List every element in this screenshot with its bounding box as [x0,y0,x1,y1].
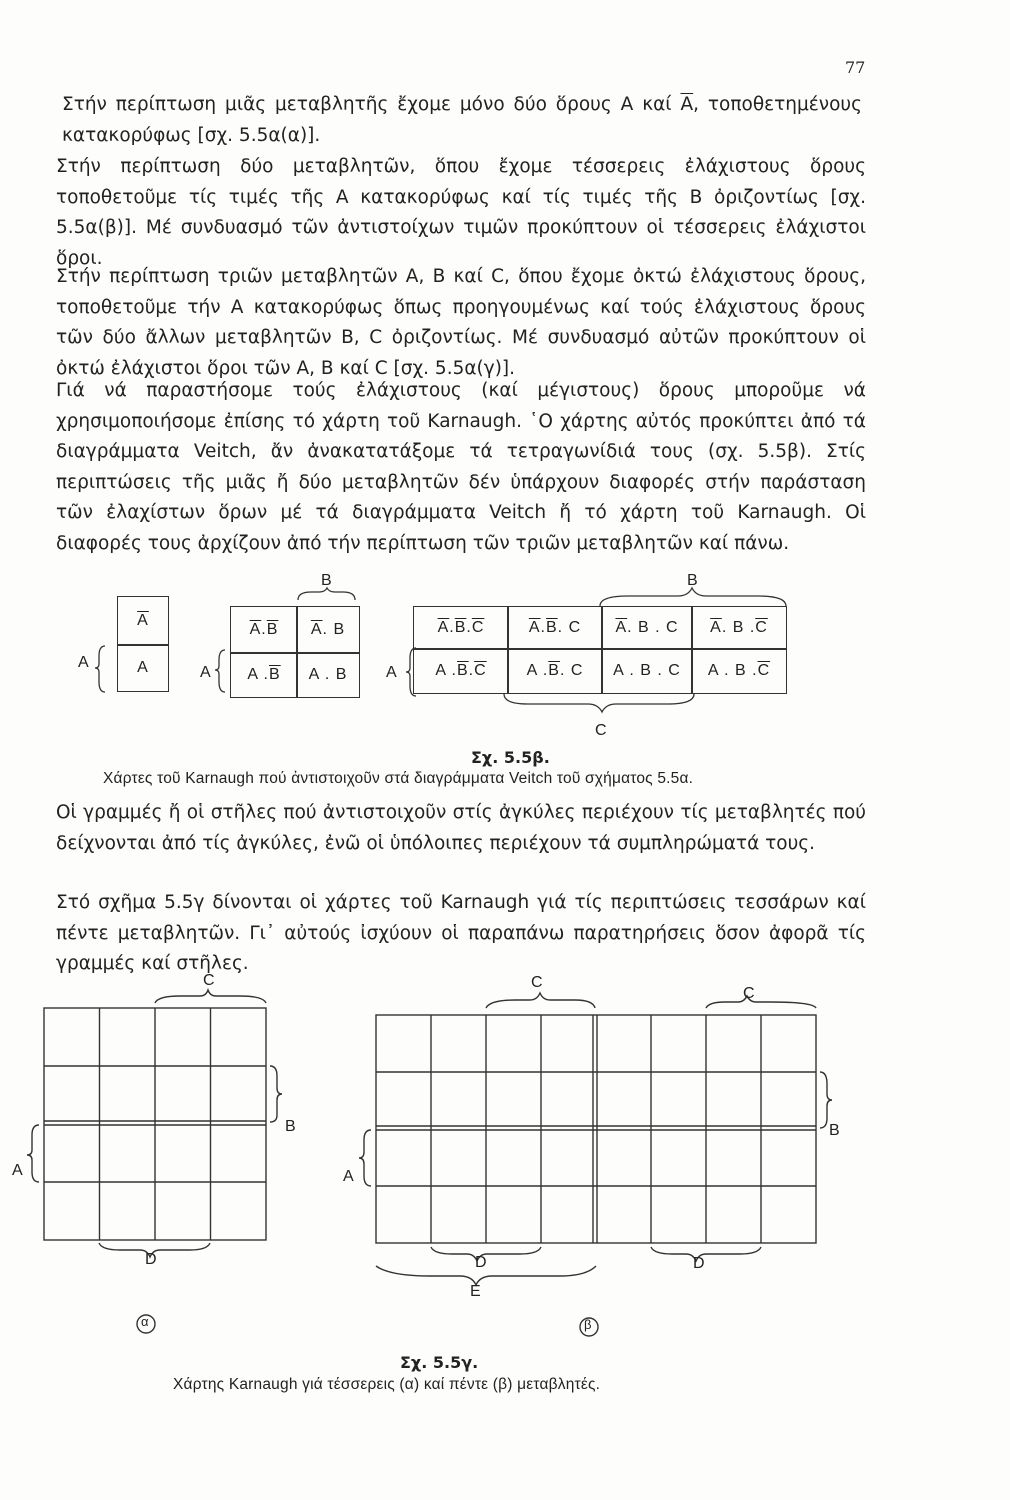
kmap4-label-c: C [203,972,215,989]
kmap4-label-d: D [145,1251,157,1268]
figure-5-5b-number: Σχ. 5.5β. [471,748,550,767]
kmap2-cell-1: $\overline{A}$ . B [296,606,360,654]
paragraph-5: Οἱ γραμμές ἤ οἱ στῆλες πού ἀντιστοιχοῦν στίς ἀγκύλες περιέχουν τίς μεταβλητές πού δείχνονται ἀπό τίς ἀγκύλες, ἐνῶ οἱ ὑπόλοιπες περιέχουν τά συμπληρώματά τους. [56,802,866,854]
kmap5-label-e: E [470,1283,481,1300]
kmap2-cell-2: A . $\overline{B}$ [230,652,298,698]
kmap3-cell-4: A . $\overline{B}$ . $\overline{C}$ [413,648,509,694]
kmap5-label-c1: C [531,974,543,991]
kmap3-cell-6: A . B . C [601,648,693,694]
page-number: 77 [845,58,866,77]
kmap4-tag: α [141,1314,149,1329]
kmap2-label-b: B [321,572,332,589]
kmap1-label-a: A [78,654,89,671]
kmap3-cell-0: $\overline{A}$ . $\overline{B}$ . $\overline{C}$ [413,606,509,650]
kmap3-label-c: C [595,722,607,739]
figure-5-5g-number: Σχ. 5.5γ. [400,1353,479,1372]
paragraph-3: Στήν περίπτωση τριῶν μεταβλητῶν A, B καί C, ὅπου ἔχομε ὀκτώ ἐλάχιστους ὅρους, τοποθετοῦμε τήν A κατακορύφως ὅπως προηγουμένως καί τούς ἐλάχιστους ὅρους τῶν δύο ἄλλων μεταβλητῶν B, C ὀριζοντίως. Μέ συνδυασμό αὐτῶν προκύπτουν οἱ ὀκτώ ἐλάχιστοι ὅροι τῶν A, B καί C [σχ. 5.5α(γ)]. [56,266,866,379]
kmap5-label-d2: D [693,1255,705,1272]
kmap4-label-b: B [285,1118,296,1135]
kmap3-cell-1: $\overline{A}$ . $\overline{B}$ . C [507,606,603,650]
paragraph-4: Γιά νά παραστήσομε τούς ἐλάχιστους (καί μέγιστους) ὅρους μποροῦμε νά χρησιμοποιήσομε ἐπίσης τό χάρτη τοῦ Karnaugh. ῾Ο χάρτης αὐτός προκύπτει ἀπό τά διαγράμματα Veitch, ἄν ἀνακατατάξομε τά τετραγωνίδιά τους (σχ. 5.5β). Στίς περιπτώσεις τῆς μιᾶς ἤ δύο μεταβλητῶν δέν ὑπάρχουν διαφορές στήν παράσταση τῶν ἐλαχίστων ὅρων μέ τά διαγράμματα Veitch ἤ τό χάρτη τοῦ Karnaugh. Οἱ διαφορές τους ἀρχίζουν ἀπό τήν περίπτωση τῶν τριῶν μεταβλητῶν καί πάνω. [56,380,866,554]
kmap1-cell-0: $\overline{A}$ [117,596,169,646]
kmap3-cell-3: $\overline{A}$ . B . $\overline{C}$ [691,606,787,650]
kmap5-label-a: A [343,1168,354,1185]
kmap4-label-a: A [12,1162,23,1179]
kmap1-cell-1: A [117,644,169,692]
kmap5-label-b: B [829,1122,840,1139]
paragraph-2: Στήν περίπτωση δύο μεταβλητῶν, ὅπου ἔχομε τέσσερεις ἐλάχιστους ὅρους τοποθετοῦμε τίς τιμές τῆς A κατακορύφως καί τίς τιμές τῆς B ὀριζοντίως [σχ. 5.5α(β)]. Μέ συνδυασμό τῶν ἀντιστοίχων τιμῶν προκύπτουν οἱ τέσσερεις ἐλάχιστοι ὅροι. [56,156,866,269]
paragraph-1: Στήν περίπτωση μιᾶς μεταβλητῆς ἔχομε μόνο δύο ὅρους A καί $\overline{A}$, τοποθετημένους κατακορύφως [σχ. 5.5α(α)]. [62,94,862,146]
kmap3-cell-2: $\overline{A}$ . B . C [601,606,693,650]
kmap5-tag: β [584,1317,592,1332]
kmap2-label-a: A [200,664,211,681]
kmap2-cell-3: A . B [296,652,360,698]
kmap3-label-a: A [386,664,397,681]
paragraph-6: Στό σχῆμα 5.5γ δίνονται οἱ χάρτες τοῦ Karnaugh γιά τίς περιπτώσεις τεσσάρων καί πέντε μεταβλητῶν. Γι᾽ αὐτούς ἰσχύουν οἱ παραπάνω παρατηρήσεις ὅσον ἀφορᾶ τίς γραμμές καί στῆλες. [56,892,866,974]
kmap5-label-c2: C [743,985,755,1002]
kmap3-cell-7: A . B . $\overline{C}$ [691,648,787,694]
kmap5-label-d1: D [475,1254,487,1271]
figure-5-5b-caption: Χάρτες τοῦ Karnaugh πού ἀντιστοιχοῦν στά διαγράμματα Veitch τοῦ σχήματος 5.5α. [103,770,694,787]
figure-5-5g-caption: Χάρτης Karnaugh γιά τέσσερεις (α) καί πέντε (β) μεταβλητές. [173,1376,601,1393]
kmap3-label-b: B [687,572,698,589]
kmap3-cell-5: A . $\overline{B}$ . C [507,648,603,694]
kmap2-cell-0: $\overline{A}$ . $\overline{B}$ [230,606,298,654]
